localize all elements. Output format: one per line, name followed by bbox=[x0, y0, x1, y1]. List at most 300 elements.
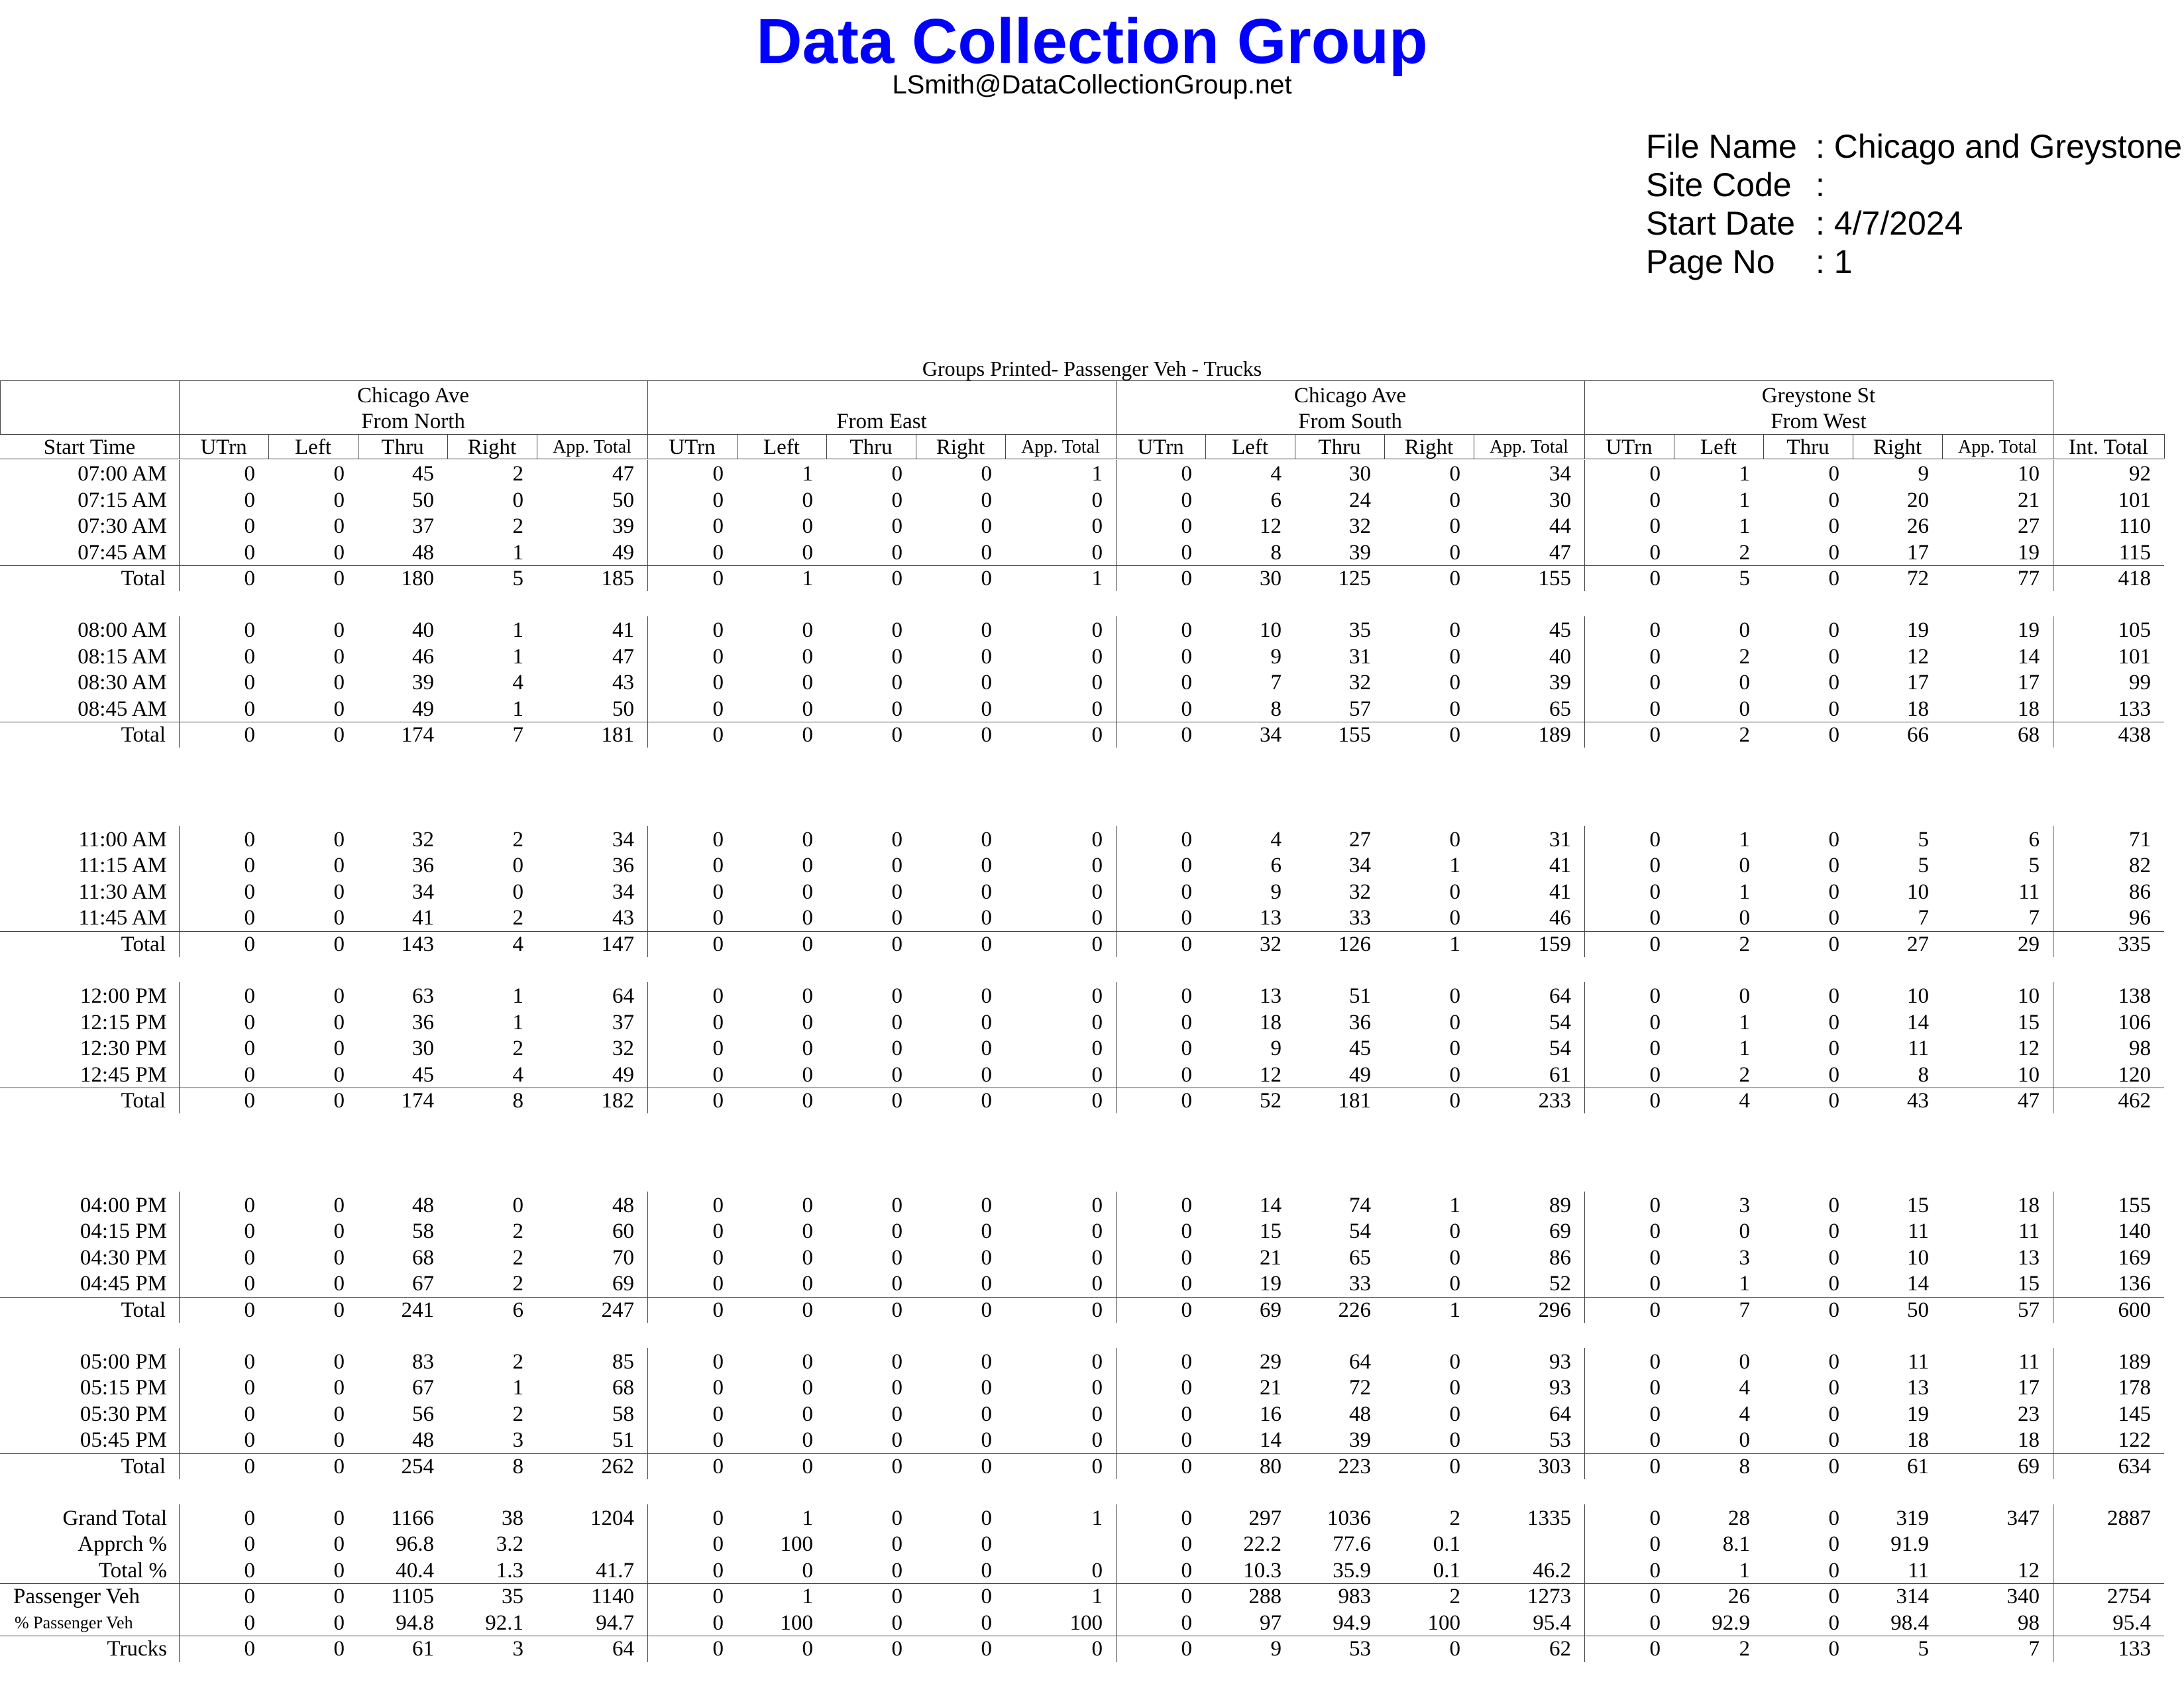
table-cell: 5 bbox=[1918, 854, 1929, 877]
table-cell: 47 bbox=[1549, 541, 1571, 565]
table-cell: 41.7 bbox=[596, 1559, 634, 1583]
table-cell: 0 bbox=[712, 1272, 724, 1296]
table-cell: 13 bbox=[1260, 906, 1282, 930]
table-cell: 0 bbox=[1181, 1011, 1192, 1035]
table-cell: 0 bbox=[712, 932, 724, 956]
table-cell: 0 bbox=[1181, 880, 1192, 904]
table-cell: 0 bbox=[1739, 1428, 1750, 1452]
table-cell: 0 bbox=[981, 1089, 992, 1113]
table-cell: 14 bbox=[1907, 1272, 1929, 1296]
table-cell: 0 bbox=[1649, 1011, 1661, 1035]
table-cell: 64 bbox=[612, 984, 634, 1008]
approach-street: Chicago Ave bbox=[1294, 384, 1406, 408]
table-cell: 189 bbox=[1538, 723, 1571, 747]
table-cell: 155 bbox=[1538, 567, 1571, 590]
table-cell: 0 bbox=[891, 462, 902, 486]
table-cell: 0 bbox=[1649, 932, 1661, 956]
table-cell: 0 bbox=[712, 828, 724, 852]
int-total-cell: 96 bbox=[2129, 906, 2151, 930]
meta-value: : Chicago and Greystone bbox=[1816, 128, 2183, 165]
table-cell: 21 bbox=[2018, 488, 2040, 512]
table-cell: 0 bbox=[244, 671, 255, 695]
table-cell: 77.6 bbox=[1333, 1532, 1371, 1556]
table-cell: 77 bbox=[2018, 567, 2040, 590]
table-cell: 0 bbox=[712, 1350, 724, 1374]
table-cell: 14 bbox=[2018, 645, 2040, 669]
int-total-cell: 138 bbox=[2118, 984, 2151, 1008]
table-cell: 0 bbox=[712, 1637, 724, 1661]
column-header-utrn: UTrn bbox=[200, 435, 247, 459]
row-label: Total bbox=[121, 1455, 166, 1479]
table-cell: 37 bbox=[412, 514, 434, 538]
table-cell: 0 bbox=[512, 880, 523, 904]
table-cell: 11 bbox=[1908, 1219, 1929, 1243]
table-cell: 8 bbox=[1739, 1455, 1750, 1479]
table-cell: 0 bbox=[512, 854, 523, 877]
table-cell: 0 bbox=[1181, 1246, 1192, 1270]
table-cell: 64 bbox=[1349, 1350, 1371, 1374]
table-cell: 0 bbox=[244, 723, 255, 747]
table-cell: 0 bbox=[981, 1559, 992, 1583]
table-cell: 0 bbox=[244, 828, 255, 852]
table-cell: 0 bbox=[1739, 671, 1750, 695]
table-cell: 40.4 bbox=[396, 1559, 434, 1583]
table-cell: 0 bbox=[1649, 1194, 1661, 1217]
table-cell: 94.8 bbox=[396, 1611, 434, 1635]
table-cell: 0 bbox=[1739, 618, 1750, 642]
group-divider bbox=[1584, 1348, 1585, 1479]
table-cell: 4 bbox=[512, 671, 523, 695]
table-cell: 0 bbox=[802, 488, 813, 512]
column-header-app-total: App. Total bbox=[1021, 437, 1100, 457]
table-cell: 0 bbox=[981, 1455, 992, 1479]
table-cell: 2 bbox=[1739, 723, 1750, 747]
table-cell: 297 bbox=[1248, 1506, 1282, 1530]
int-total-cell: 600 bbox=[2118, 1298, 2151, 1322]
table-cell: 347 bbox=[2006, 1506, 2040, 1530]
table-cell: 0 bbox=[1828, 1219, 1839, 1243]
block-rule bbox=[0, 1297, 2164, 1298]
table-cell: 50 bbox=[612, 697, 634, 721]
table-cell: 22.2 bbox=[1243, 1532, 1282, 1556]
table-cell: 31 bbox=[1549, 828, 1571, 852]
table-cell: 29 bbox=[1260, 1350, 1282, 1374]
int-total-cell: 82 bbox=[2129, 854, 2151, 877]
table-cell: 98 bbox=[2018, 1611, 2040, 1635]
table-cell: 0 bbox=[1828, 1272, 1839, 1296]
table-cell: 0 bbox=[981, 906, 992, 930]
column-header-utrn: UTrn bbox=[1137, 435, 1184, 459]
table-cell: 0 bbox=[244, 1506, 255, 1530]
table-cell: 0 bbox=[1091, 723, 1103, 747]
table-cell: 0 bbox=[802, 645, 813, 669]
table-cell: 0 bbox=[1449, 1037, 1460, 1060]
table-cell: 0 bbox=[981, 1194, 992, 1217]
row-label: 07:45 AM bbox=[78, 541, 167, 565]
table-cell: 0 bbox=[1649, 488, 1661, 512]
group-divider bbox=[647, 460, 648, 591]
table-cell: 0 bbox=[1828, 932, 1839, 956]
table-cell: 181 bbox=[1338, 1089, 1371, 1113]
column-header-left: Left bbox=[763, 435, 800, 459]
table-cell: 247 bbox=[601, 1298, 634, 1322]
table-cell: 0 bbox=[1828, 1063, 1839, 1087]
int-total-cell: 120 bbox=[2118, 1063, 2151, 1087]
row-label: 12:00 PM bbox=[80, 984, 167, 1008]
table-cell: 2 bbox=[512, 1219, 523, 1243]
table-cell: 33 bbox=[1349, 906, 1371, 930]
table-cell: 0 bbox=[1649, 1272, 1661, 1296]
table-cell: 39 bbox=[612, 514, 634, 538]
table-cell: 83 bbox=[412, 1350, 434, 1374]
group-divider bbox=[179, 1504, 180, 1662]
table-cell: 7 bbox=[1918, 906, 1929, 930]
table-cell: 0 bbox=[244, 1376, 255, 1400]
table-cell: 17 bbox=[1907, 541, 1929, 565]
table-cell: 68 bbox=[612, 1376, 634, 1400]
table-cell: 0 bbox=[1449, 723, 1460, 747]
table-cell: 5 bbox=[1918, 828, 1929, 852]
table-cell: 0 bbox=[891, 1559, 902, 1583]
table-cell: 21 bbox=[1260, 1246, 1282, 1270]
table-cell: 0 bbox=[333, 1637, 345, 1661]
table-cell: 0 bbox=[712, 671, 724, 695]
table-cell: 98.4 bbox=[1890, 1611, 1929, 1635]
int-total-cell: 2754 bbox=[2107, 1585, 2151, 1608]
approach-direction: From East bbox=[836, 410, 927, 433]
table-cell: 18 bbox=[2018, 1194, 2040, 1217]
table-cell: 7 bbox=[512, 723, 523, 747]
table-cell: 0 bbox=[1649, 618, 1661, 642]
table-cell: 0 bbox=[802, 618, 813, 642]
table-cell: 0 bbox=[981, 697, 992, 721]
table-cell: 0 bbox=[1449, 514, 1460, 538]
table-cell: 0 bbox=[1449, 1428, 1460, 1452]
table-cell: 0 bbox=[712, 567, 724, 590]
table-cell: 52 bbox=[1549, 1272, 1571, 1296]
table-cell: 0 bbox=[981, 1506, 992, 1530]
table-cell: 43 bbox=[612, 906, 634, 930]
table-cell: 94.7 bbox=[596, 1611, 634, 1635]
table-cell: 34 bbox=[1260, 723, 1282, 747]
table-cell: 1 bbox=[1449, 854, 1460, 877]
table-cell: 36 bbox=[412, 1011, 434, 1035]
table-cell: 0 bbox=[1828, 1428, 1839, 1452]
table-cell: 0 bbox=[1649, 1506, 1661, 1530]
table-cell: 67 bbox=[412, 1272, 434, 1296]
table-cell: 100 bbox=[780, 1532, 813, 1556]
table-cell: 0 bbox=[712, 645, 724, 669]
int-total-cell: 335 bbox=[2118, 932, 2151, 956]
table-cell: 0 bbox=[333, 1585, 345, 1608]
table-cell: 58 bbox=[612, 1402, 634, 1426]
table-cell: 0 bbox=[1649, 828, 1661, 852]
table-cell: 7 bbox=[1270, 671, 1282, 695]
company-email: LSmith@DataCollectionGroup.net bbox=[892, 70, 1292, 99]
table-cell: 0 bbox=[1449, 462, 1460, 486]
row-label: 08:45 AM bbox=[78, 697, 167, 721]
table-cell: 0 bbox=[1649, 1455, 1661, 1479]
table-cell: 0 bbox=[1649, 1246, 1661, 1270]
table-cell: 61 bbox=[1907, 1455, 1929, 1479]
table-cell: 8 bbox=[512, 1455, 523, 1479]
table-cell: 74 bbox=[1349, 1194, 1371, 1217]
table-cell: 8.1 bbox=[1722, 1532, 1750, 1556]
row-label: 12:15 PM bbox=[80, 1011, 167, 1035]
int-total-cell: 95.4 bbox=[2112, 1611, 2151, 1635]
table-cell: 0 bbox=[1739, 697, 1750, 721]
column-header-utrn: UTrn bbox=[669, 435, 716, 459]
table-cell: 0 bbox=[1181, 1532, 1192, 1556]
table-cell: 35.9 bbox=[1333, 1559, 1371, 1583]
table-cell: 11 bbox=[2018, 1350, 2040, 1374]
table-cell: 86 bbox=[1549, 1246, 1571, 1270]
table-cell: 0 bbox=[981, 1637, 992, 1661]
table-cell: 0 bbox=[1649, 1637, 1661, 1661]
table-cell: 6 bbox=[1270, 854, 1282, 877]
table-cell: 60 bbox=[612, 1219, 634, 1243]
row-label: 08:15 AM bbox=[78, 645, 167, 669]
table-cell: 233 bbox=[1538, 1089, 1571, 1113]
table-cell: 2 bbox=[512, 462, 523, 486]
table-cell: 39 bbox=[1349, 541, 1371, 565]
table-cell: 4 bbox=[1739, 1089, 1750, 1113]
row-label: 05:15 PM bbox=[80, 1376, 167, 1400]
table-cell: 0 bbox=[981, 828, 992, 852]
table-cell: 21 bbox=[1260, 1376, 1282, 1400]
table-cell: 0 bbox=[1828, 1402, 1839, 1426]
table-cell: 0 bbox=[1449, 488, 1460, 512]
table-cell: 0 bbox=[1828, 828, 1839, 852]
table-cell: 16 bbox=[1260, 1402, 1282, 1426]
table-cell: 1105 bbox=[391, 1585, 434, 1608]
int-total-cell: 462 bbox=[2118, 1089, 2151, 1113]
table-cell: 0 bbox=[1091, 1011, 1103, 1035]
table-cell: 0 bbox=[333, 1532, 345, 1556]
table-cell: 20 bbox=[1907, 488, 1929, 512]
table-cell: 12 bbox=[2018, 1559, 2040, 1583]
row-label: Grand Total bbox=[62, 1506, 167, 1530]
table-cell: 1140 bbox=[591, 1585, 634, 1608]
int-total-cell: 106 bbox=[2118, 1011, 2151, 1035]
table-cell: 0 bbox=[1828, 462, 1839, 486]
table-cell: 30 bbox=[1260, 567, 1282, 590]
table-cell: 0 bbox=[891, 1532, 902, 1556]
table-cell: 0 bbox=[333, 1455, 345, 1479]
table-cell: 0 bbox=[891, 618, 902, 642]
table-cell: 1 bbox=[802, 567, 813, 590]
group-divider bbox=[179, 460, 180, 591]
table-cell: 0 bbox=[712, 1063, 724, 1087]
table-cell: 0 bbox=[244, 618, 255, 642]
table-cell: 1335 bbox=[1527, 1506, 1571, 1530]
table-cell: 85 bbox=[612, 1350, 634, 1374]
table-cell: 0 bbox=[891, 1037, 902, 1060]
row-label: Total % bbox=[98, 1559, 167, 1583]
table-cell: 0 bbox=[891, 645, 902, 669]
int-total-cell: 438 bbox=[2118, 723, 2151, 747]
table-cell: 1 bbox=[1739, 1011, 1750, 1035]
table-cell: 0 bbox=[1091, 1037, 1103, 1060]
table-cell: 64 bbox=[1549, 984, 1571, 1008]
table-cell: 0 bbox=[1181, 828, 1192, 852]
table-cell: 14 bbox=[1260, 1428, 1282, 1452]
table-cell: 70 bbox=[612, 1246, 634, 1270]
table-cell: 57 bbox=[1349, 697, 1371, 721]
int-total-cell: 92 bbox=[2129, 462, 2151, 486]
table-cell: 34 bbox=[1549, 462, 1571, 486]
table-cell: 12 bbox=[1907, 645, 1929, 669]
table-cell: 0 bbox=[1649, 1428, 1661, 1452]
table-cell: 0 bbox=[244, 697, 255, 721]
table-cell: 53 bbox=[1549, 1428, 1571, 1452]
table-cell: 254 bbox=[401, 1455, 434, 1479]
row-label: 04:30 PM bbox=[80, 1246, 167, 1270]
table-cell: 0 bbox=[333, 1506, 345, 1530]
table-cell: 0 bbox=[981, 984, 992, 1008]
row-label: 11:00 AM bbox=[78, 828, 167, 852]
column-header-right: Right bbox=[936, 435, 985, 459]
table-cell: 0 bbox=[981, 1611, 992, 1635]
table-cell: 983 bbox=[1338, 1585, 1371, 1608]
table-cell: 0 bbox=[244, 514, 255, 538]
meta-value: : 4/7/2024 bbox=[1816, 205, 1963, 242]
table-cell: 1 bbox=[1739, 880, 1750, 904]
table-cell: 0 bbox=[244, 1350, 255, 1374]
table-cell: 0 bbox=[244, 1532, 255, 1556]
table-cell: 0 bbox=[244, 880, 255, 904]
table-cell: 0 bbox=[802, 1089, 813, 1113]
group-divider bbox=[647, 1192, 648, 1323]
table-cell: 61 bbox=[1549, 1063, 1571, 1087]
table-cell: 0 bbox=[1091, 1246, 1103, 1270]
table-cell: 0 bbox=[712, 1585, 724, 1608]
group-divider bbox=[1116, 1192, 1117, 1323]
table-cell: 1 bbox=[1091, 1585, 1103, 1608]
row-label: 07:15 AM bbox=[78, 488, 167, 512]
groups-printed: Groups Printed- Passenger Veh - Trucks bbox=[922, 357, 1262, 380]
table-cell: 50 bbox=[612, 488, 634, 512]
table-cell: 0 bbox=[244, 932, 255, 956]
table-cell: 23 bbox=[2018, 1402, 2040, 1426]
table-cell: 0 bbox=[244, 1272, 255, 1296]
table-cell: 30 bbox=[1349, 462, 1371, 486]
table-cell: 0 bbox=[244, 1559, 255, 1583]
table-cell: 0 bbox=[802, 1350, 813, 1374]
table-cell: 125 bbox=[1338, 567, 1371, 590]
table-cell: 0 bbox=[1449, 1637, 1460, 1661]
table-cell: 0 bbox=[1649, 1350, 1661, 1374]
table-cell: 0 bbox=[244, 567, 255, 590]
table-cell: 69 bbox=[1549, 1219, 1571, 1243]
table-cell: 0 bbox=[1181, 984, 1192, 1008]
table-cell: 0 bbox=[802, 1402, 813, 1426]
table-cell: 46 bbox=[412, 645, 434, 669]
table-cell: 0 bbox=[981, 541, 992, 565]
table-cell: 61 bbox=[412, 1637, 434, 1661]
column-header-thru: Thru bbox=[381, 435, 424, 459]
table-cell: 62 bbox=[1549, 1637, 1571, 1661]
table-cell: 0 bbox=[1181, 697, 1192, 721]
group-divider bbox=[1116, 826, 1117, 957]
table-cell: 44 bbox=[1549, 514, 1571, 538]
table-cell: 0 bbox=[1649, 854, 1661, 877]
row-label: 12:45 PM bbox=[80, 1063, 167, 1087]
table-cell: 10 bbox=[2018, 1063, 2040, 1087]
table-cell: 0 bbox=[244, 1402, 255, 1426]
table-cell: 241 bbox=[401, 1298, 434, 1322]
table-cell: 52 bbox=[1260, 1089, 1282, 1113]
table-cell: 0 bbox=[1649, 671, 1661, 695]
table-cell: 0 bbox=[1181, 1455, 1192, 1479]
table-cell: 0 bbox=[1091, 1219, 1103, 1243]
table-cell: 2 bbox=[512, 514, 523, 538]
table-cell: 226 bbox=[1338, 1298, 1371, 1322]
table-cell: 262 bbox=[601, 1455, 634, 1479]
table-cell: 1273 bbox=[1527, 1585, 1571, 1608]
table-cell: 0 bbox=[891, 1246, 902, 1270]
table-cell: 34 bbox=[612, 880, 634, 904]
table-cell: 0 bbox=[712, 1506, 724, 1530]
table-cell: 1 bbox=[1739, 488, 1750, 512]
group-divider bbox=[1584, 982, 1585, 1113]
int-total-cell: 136 bbox=[2118, 1272, 2151, 1296]
table-cell: 0 bbox=[1828, 1532, 1839, 1556]
table-cell: 0 bbox=[1828, 567, 1839, 590]
table-cell: 1 bbox=[1739, 514, 1750, 538]
table-cell: 0 bbox=[1181, 1272, 1192, 1296]
table-cell: 6 bbox=[512, 1298, 523, 1322]
table-cell: 0 bbox=[1739, 984, 1750, 1008]
table-cell: 0 bbox=[1091, 880, 1103, 904]
table-cell: 0 bbox=[1181, 723, 1192, 747]
table-cell: 18 bbox=[2018, 697, 2040, 721]
table-cell: 0 bbox=[333, 984, 345, 1008]
table-cell: 1 bbox=[512, 697, 523, 721]
table-cell: 0 bbox=[333, 1559, 345, 1583]
table-cell: 9 bbox=[1918, 462, 1929, 486]
table-cell: 27 bbox=[1349, 828, 1371, 852]
table-cell: 39 bbox=[1549, 671, 1571, 695]
table-cell: 0 bbox=[1091, 854, 1103, 877]
table-cell: 0 bbox=[333, 932, 345, 956]
table-cell: 185 bbox=[601, 567, 634, 590]
column-header-thru: Thru bbox=[1786, 435, 1829, 459]
table-cell: 48 bbox=[412, 1428, 434, 1452]
table-cell: 3.2 bbox=[496, 1532, 523, 1556]
table-cell: 66 bbox=[1907, 723, 1929, 747]
meta-value: : 1 bbox=[1816, 243, 1853, 280]
int-total-cell: 115 bbox=[2118, 541, 2151, 565]
table-cell: 0 bbox=[802, 1298, 813, 1322]
table-cell: 0 bbox=[333, 1376, 345, 1400]
table-cell: 1 bbox=[802, 462, 813, 486]
table-cell: 51 bbox=[612, 1428, 634, 1452]
table-cell: 0 bbox=[1649, 462, 1661, 486]
table-cell: 41 bbox=[412, 906, 434, 930]
group-divider bbox=[1584, 1192, 1585, 1323]
table-cell: 0 bbox=[712, 1194, 724, 1217]
table-cell: 0 bbox=[333, 1089, 345, 1113]
group-divider bbox=[1116, 460, 1117, 591]
table-cell: 0 bbox=[1649, 1559, 1661, 1583]
table-cell: 1.3 bbox=[496, 1559, 523, 1583]
table-cell: 46.2 bbox=[1533, 1559, 1571, 1583]
table-cell: 0 bbox=[1449, 1219, 1460, 1243]
table-cell: 0 bbox=[802, 984, 813, 1008]
table-cell: 10 bbox=[1907, 984, 1929, 1008]
table-cell: 0 bbox=[712, 984, 724, 1008]
